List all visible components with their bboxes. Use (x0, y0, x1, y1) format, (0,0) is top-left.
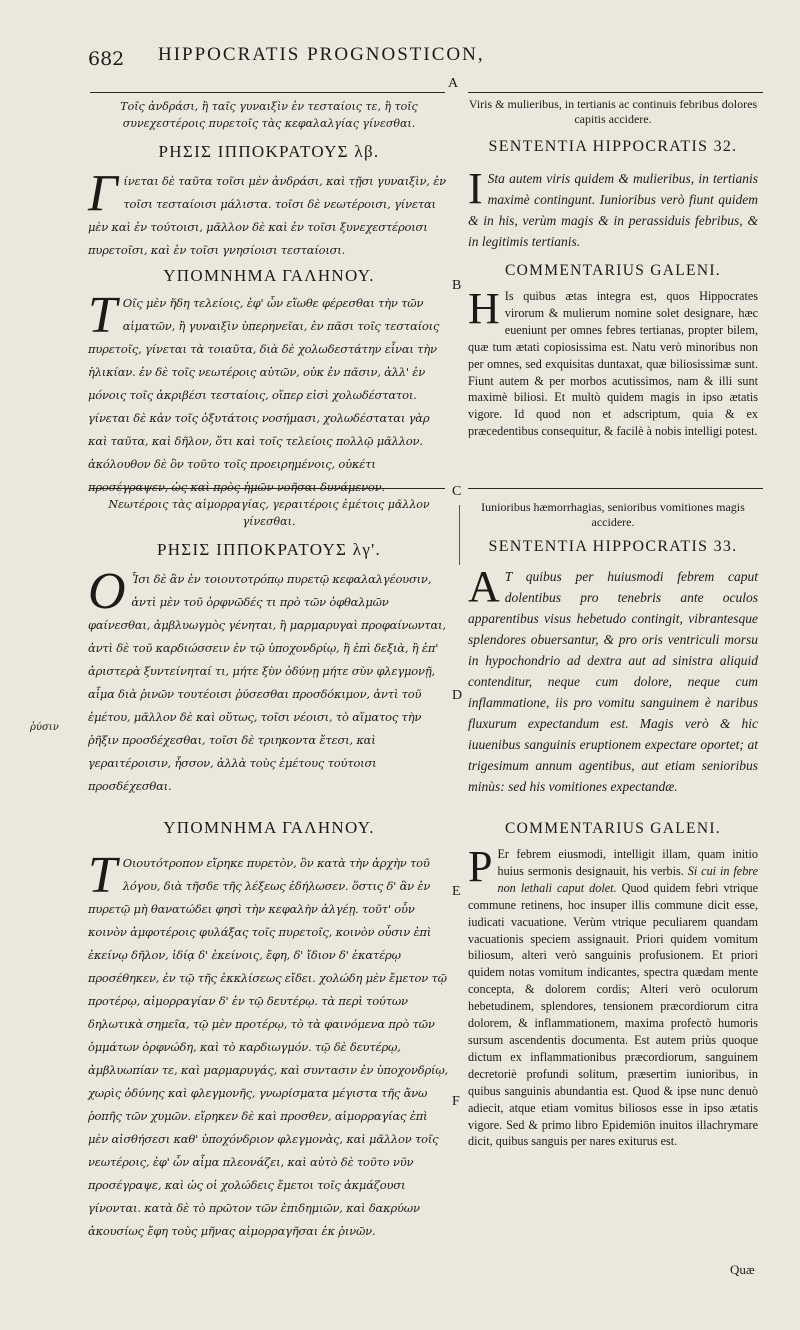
latin-summary-33-text: Iunioribus hæmorrhagias, senioribus vomitiones magis accidere. (481, 500, 745, 529)
greek-summary-33-text: Νεωτέροις τὰς αἱμορραγίας, γεραιτέροις ἐμέτοις μᾶλλον γίνεσθαι. (108, 498, 430, 528)
drop-cap-h: H (468, 284, 500, 333)
greek-commentary-2 (88, 847, 450, 1276)
drop-cap-omicron: O (88, 563, 126, 620)
column-rule (459, 505, 460, 565)
greek-summary-32 (88, 98, 450, 132)
drop-cap-tau-2: T (88, 847, 117, 904)
latin-summary-32 (468, 97, 758, 127)
latin-sentence-33 (468, 562, 758, 812)
latin-sentence-33-text: T quibus per huiusmodi febrem caput dolentibus pro tenebris ante oculos apparentibus visus hebetudo contingit, vibrantesque splendores obuersantur, & pro oris ventriculi morsu in hypochondrio ad dextra aut ad sinistra aliquid contenditur, neque cum dolore, neque cum inflammatione, iis pro vomitu sanguinem è naribus fluxurum expectandum est. Magis verò & hic iuuenibus sanguinis eruptionem expectare oportet; at trigesimum annum agentibus, aut etiam senioribus minùs: sed his vomitiones expectandæ. (468, 569, 758, 794)
latin-commentary-1 (468, 284, 758, 474)
section-marker-b: B (452, 278, 462, 293)
greek-sentence-33 (88, 563, 450, 806)
latin-heading-sentence-32: SENTENTIA HIPPOCRATIS 32. (488, 138, 738, 155)
latin-commentary-2-first: Er febrem eiusmodi, intelligit illam, quam initio huius sermonis designauit, his verbis. (497, 847, 758, 878)
section-marker-a: A (448, 76, 459, 91)
drop-cap-gamma: Γ (88, 165, 118, 222)
running-title: HIPPOCRATIS PROGNOSTICON, (158, 44, 485, 65)
greek-commentary-1-text: Οῖς μὲν ἤδη τελείοις, ἐφ' ὧν εἴωθε φέρεσθαι τὴν τῶν αἱματῶν, ἢ γυναιξὶν ὑπερηνεῖαι, ἐν πᾶσι τοῖς τεσταίοις πυρετοῖς, γίνεται τὰ τοιαῦτα, διὰ δὲ χολωδεστάτην εἶναι τὴν ἡλικίαν. ἐν δὲ τοῖς νεωτέροις αὐτῶν, οὐκ ἐν πᾶσιν, ἀλλ' ἐν μόνοις τοῖς ἀκριβέσι τεσταίοις, οἵπερ εἰσὶ χολωδέστατοι. γίνεται δὲ κἀν τοῖς ὀξυτάτοις νοσήμασι, χολωδέσταται γὰρ καὶ ταῦτα, καὶ δῆλον, ὅτι καὶ τοῖς τελείοις πολλῷ μᾶλλον. ἀκόλουθον δὲ ὂν τοῦτο τοῖς προειρημένοις, οὐκέτι προσέγραψεν, ὡς καὶ πρὸς ἡμῶν νοῆσαι δυνάμενον. (88, 296, 440, 494)
latin-commentary-2 (468, 842, 759, 1256)
section-marker-c: C (452, 484, 462, 499)
section-marker-d: D (452, 688, 463, 703)
drop-cap-a: A (468, 562, 500, 611)
latin-sentence-32 (468, 164, 758, 256)
drop-cap-tau-1: T (88, 287, 117, 344)
latin-summary-33 (468, 500, 758, 530)
latin-sentence-32-text: Sta autem viris quidem & mulieribus, in tertianis maximè contingunt. Iunioribus verò fiunt quidem & in his, verùm magis & in perassiduis febribus, & in legitimis tertianis. (468, 171, 758, 249)
greek-commentary-2-text: Οιουτότροπον εἴρηκε πυρετὸν, ὃν κατὰ τὴν ἀρχὴν τοῦ λόγου, διὰ τῆσδε τῆς λέξεως ἐδήλωσεν. ὅστις δ' ἂν ἐν πυρετῷ μὴ θανατώδει φησὶ τὴν κεφαλὴν ἀλγέῃ. τοῦτ' οὖν κοινὸν ἀμφοτέροις φυλάξας τοῖς πυρετοῖς, κοινὸν οὖσιν ἐπὶ ἐκείνῳ δῆλον, ἰδίᾳ δ' ἐκείνοις, ἔφη, δ' ἴδιον δ' ἑκατέρῳ προσέθηκεν, ἐν τῷ τῆς ἐκκλίσεως εἴδει. χολώδη μὲν ἔμετον τῷ προτέρῳ, αἱμορραγίαν δ' ἐν τῷ δευτέρῳ. τὰ περὶ τούτων δηλωτικὰ σημεῖα, τῷ μὲν προτέρῳ, τὸ τὰ φαινόμενα πρὸ τῶν ὀμμάτων ὀρφνώδη, καὶ τὸ καρδιωγμόν. τῷ δὲ δευτέρῳ, ἀμβλυωπίαν τε, καὶ μαρμαρυγάς, καὶ συντασιν ἐν ὑποχονδρίῳ, χωρὶς ὀδύνης καὶ φλεγμονῆς, γνωρίσματα μέγιστα τῆς ἄνω ῥοπῆς τῶν χυμῶν. εἴρηκεν δὲ καὶ προσθεν, αἱμορραγίας ἐπὶ μὲν αἰσθήσεσι καθ' ὑποχόνδριον φλεγμονὰς, καὶ μᾶλλον τοῖς νεωτέροις, ἐφ' ὧν αἷμα πλεονάζει, καὶ αὐτὸ δὲ τοῦτο νῦν προσέγραψε, καὶ ὡς οἱ χολώδεις ἔμετοι τοῖς ἀκμάζουσι γίνονται. κατὰ δὲ τὸ πρῶτον τῶν ἐπιδημιῶν, καὶ δακρύων ἀκουσίως ἔφη τοὺς μῆνας αἱμορραγῆσαι ἐκ ῥινῶν. (88, 856, 448, 1238)
margin-note: ῥύσιν (30, 722, 59, 733)
header-rule-right (468, 92, 763, 93)
divider-right (468, 488, 763, 489)
header-rule-left (90, 92, 445, 93)
latin-heading-sentence-33: SENTENTIA HIPPOCRATIS 33. (488, 538, 738, 555)
greek-summary-33 (88, 496, 450, 530)
greek-commentary-1 (88, 287, 450, 494)
section-marker-e: E (452, 884, 461, 899)
latin-commentary-2-quote: Si cui in febre non lethali caput dolet. (497, 863, 758, 895)
latin-commentary-1-text: Is quibus ætas integra est, quos Hippocrates virorum & mulierum nomine solet designare, hæc eueniunt per omnes febres tertianas, propter bilem, quæ tum ætati copiosissima est. Natu verò minoribus non per omnes, sed exquisitas duntaxat, quæ biliosissimæ sunt. Fiunt autem & per morbos acutissimos, nam & illi sunt maximè biliosi. Et multò quidem magis in ipso ætatis vigore. Id quod non et adscriptum, quia & ex præcedentibus consequitur, & facilè à nobis intelligi potest. (468, 289, 758, 439)
greek-heading-commentary-2: ΥΠΟΜΝΗΜΑ ΓΑΛΗΝΟΥ. (163, 818, 375, 837)
greek-sentence-32-text: ίνεται δὲ ταῦτα τοῖσι μὲν ἀνδράσι, καὶ τῇσι γυναιξὶν, ἐν τοῖσι τεσταίοισι μάλιστα. τοῖσι δὲ νεωτέροισι, γίνεται μὲν καὶ ἐν τούτοισι, μᾶλλον δὲ καὶ ἐν τοῖσι ξυνεχεστέροισι πυρετοῖσι, καὶ ἐν τοῖσι γνησίοισι τεσταίοισι. (88, 174, 446, 257)
greek-heading-sentence-32: ΡΗΣΙΣ ΙΠΠΟΚΡΑΤΟΥΣ λβ. (158, 142, 380, 161)
page-number: 682 (88, 48, 125, 70)
drop-cap-p: P (468, 842, 493, 891)
latin-heading-commentary-2: COMMENTARIUS GALENI. (505, 820, 721, 837)
drop-cap-i: I (468, 164, 483, 213)
latin-commentary-2-text: Quod quidem febri vtrique commune retinens, hoc insuper illis commune dicit esse, iudicati vacuatione. Verùm vtrique peculiarem quandam vacuationis speciem assignauit. Priori quidem vomitum biliosum, alteri verò sanguinis profusionem. Et priori quidem notas vomitum indicantes, spectra quædam mente concepta, & dolorem cordis; Alteri verò oculorum hebetudinem, splendores, tensionem præcordiorum citra dolorem, & inflammationem, maxima profectò humoris sursum ascendentis documenta. Est autem priùs quoque dictum ex inflammationibus præcordiorum, sanguinem decretoriè profundi solitum, præsertim iunioribus, in quibus sanguinis abundantia est. Quod & ipse nunc denuò adiecit, atque etiam vomitus biliosos esse in ipso ætatis vigore. Sed & primo libro Epidemiōn inuitos illachrymare dicit, quibus sanguis per nares exiturus est. (468, 880, 759, 1149)
greek-heading-commentary-1: ΥΠΟΜΝΗΜΑ ΓΑΛΗΝΟΥ. (163, 266, 375, 285)
catchword: Quæ (730, 1262, 755, 1277)
latin-heading-commentary-1: COMMENTARIUS GALENI. (505, 262, 721, 279)
section-marker-f: F (452, 1094, 460, 1109)
greek-sentence-32 (88, 165, 450, 257)
latin-summary-32-text: Viris & mulieribus, in tertianis ac continuis febribus dolores capitis accidere. (468, 97, 758, 126)
greek-summary-32-text: Τοῖς ἀνδράσι, ἢ ταῖς γυναιξὶν ἐν τεσταίοις τε, ἢ τοῖς συνεχεστέροις πυρετοῖς τὰς κεφαλαλγίας γίνεσθαι. (120, 100, 418, 130)
greek-sentence-33-text: Ἷσι δὲ ἂν ἐν τοιουτοτρόπῳ πυρετῷ κεφαλαλγέουσιν, ἀντὶ μὲν τοῦ ὀρφνῶδές τι πρὸ τῶν ὀφθαλμῶν φαίνεσθαι, ἀμβλυωγμὸς γένηται, ἢ μαρμαρυγαὶ προφαίνωνται, ἀντὶ δὲ τοῦ καρδιώσσειν ἐν τῷ ὑποχονδρίῳ, ἢ ἐπὶ δεξιὰ, ἢ ἐπ' ἀριστερὰ ξυντείνηταί τι, μήτε ξὺν ὀδύνῃ μήτε σὺν φλεγμονῇ, αἷμα διὰ ῥινῶν τουτέοισι ῥύσεσθαι προσδόκιμον, ἀντὶ τοῦ ἐμέτου, μᾶλλον δὲ καὶ οὕτως, τοῖσι νέοισι, τὸ αἵματος τὴν ῥῆξιν προσδέχεσθαι, τοῖσι δὲ τριηκοντα ἔτεσι, καὶ γεραιτέροισιν, ἧσσον, ἀλλὰ τοὺς ἐμέτους τούτοισι προσδέχεσθαι. (88, 572, 446, 793)
greek-heading-sentence-33: ΡΗΣΙΣ ΙΠΠΟΚΡΑΤΟΥΣ λγ'. (156, 540, 382, 559)
